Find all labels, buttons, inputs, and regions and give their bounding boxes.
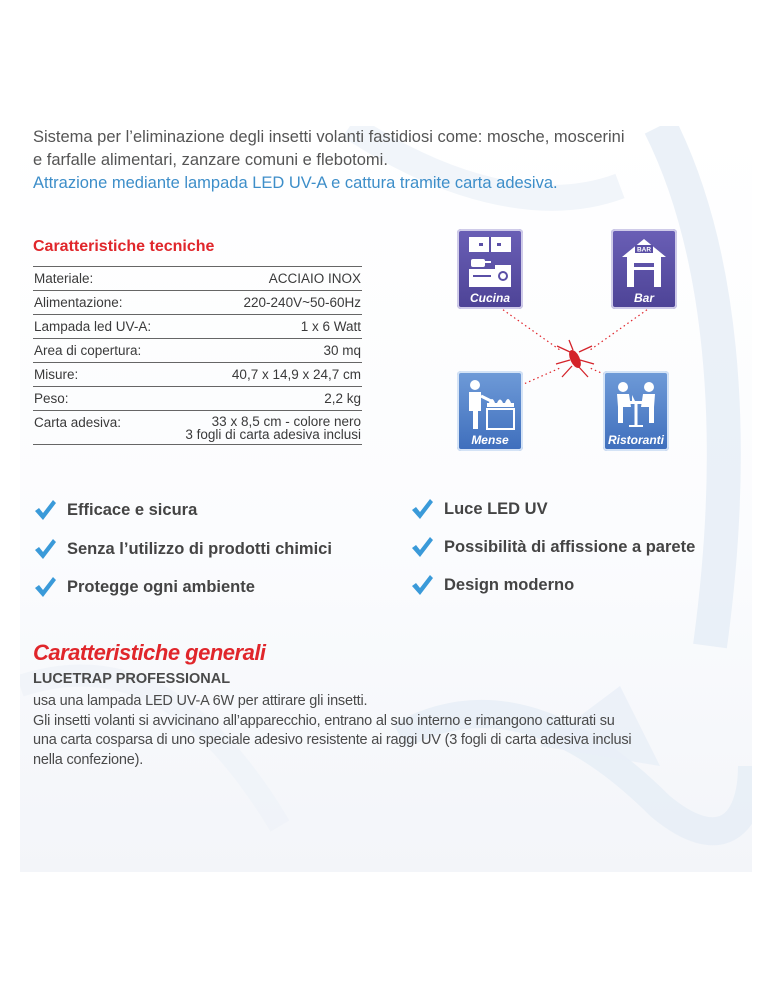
general-title: Caratteristiche generali: [33, 640, 266, 665]
checkmark-icon: [410, 535, 434, 559]
table-row: [33, 363, 362, 387]
general-line-2: Gli insetti volanti si avvicinano all’apparecchio, entrano al suo interno e rimangono catturati su: [33, 712, 615, 729]
spec-label: Misure:: [33, 363, 165, 387]
table-row: [33, 267, 362, 291]
feature-item: [410, 535, 695, 559]
cucina-label: Cucina: [469, 291, 510, 305]
restaurant-icon: [611, 377, 661, 431]
spec-label: Alimentazione:: [33, 291, 165, 315]
feature-label: Possibilità di affissione a parete: [444, 537, 696, 556]
feature-item: [33, 537, 332, 561]
table-row: [33, 315, 362, 339]
intro-line-2: e farfalle alimentari, zanzare comuni e flebotomi.: [33, 151, 388, 169]
feature-item: [33, 498, 197, 522]
spec-value: [165, 411, 362, 445]
table-row: [33, 291, 362, 315]
mense-icon-tile: [457, 371, 523, 451]
spec-label: Materiale:: [33, 267, 165, 291]
ristoranti-label: Ristoranti: [607, 433, 664, 447]
kitchen-icon: [465, 235, 515, 289]
specs-table: [33, 266, 362, 445]
checkmark-icon: [33, 575, 57, 599]
specs-title: Caratteristiche tecniche: [33, 238, 215, 255]
spec-value: 40,7 x 14,9 x 24,7 cm: [165, 363, 362, 387]
feature-label: Senza l’utilizzo di prodotti chimici: [67, 539, 332, 558]
spec-label: Carta adesiva:: [33, 411, 165, 445]
spec-label: Peso:: [33, 387, 165, 411]
spec-value: 2,2 kg: [165, 387, 362, 411]
ristoranti-icon-tile: [603, 371, 669, 451]
checkmark-icon: [33, 537, 57, 561]
feature-item: [33, 575, 255, 599]
spec-value: 1 x 6 Watt: [165, 315, 362, 339]
product-name: LUCETRAP PROFESSIONAL: [33, 671, 231, 687]
general-line-1: usa una lampada LED UV-A 6W per attirare gli insetti.: [33, 693, 368, 709]
feature-label: Design moderno: [444, 575, 575, 594]
table-row: [33, 339, 362, 363]
checkmark-icon: [410, 497, 434, 521]
feature-item: [410, 497, 548, 521]
intro-text: [33, 126, 733, 195]
bar-label: Bar: [633, 291, 654, 305]
general-line-4: nella confezione).: [33, 751, 144, 768]
spec-label: Lampada led UV-A:: [33, 315, 165, 339]
feature-item: [410, 573, 574, 597]
bar-building-icon: [619, 235, 669, 289]
spec-value-line-1: 33 x 8,5 cm - colore nero: [211, 414, 361, 429]
checkmark-icon: [410, 573, 434, 597]
general-description: [33, 692, 723, 770]
spec-value-line-2: 3 fogli di carta adesiva inclusi: [185, 427, 361, 442]
spec-value: 220-240V~50-60Hz: [165, 291, 362, 315]
mense-label: Mense: [471, 433, 509, 447]
spec-value: 30 mq: [165, 339, 362, 363]
feature-label: Protegge ogni ambiente: [67, 577, 255, 596]
mosquito-icon: [556, 340, 594, 377]
bar-icon-tile: [611, 229, 677, 309]
feature-label: Efficace e sicura: [67, 500, 198, 519]
intro-line-3: Attrazione mediante lampada LED UV-A e cattura tramite carta adesiva.: [33, 174, 558, 192]
spec-label: Area di copertura:: [33, 339, 165, 363]
bar-sign-text: BAR: [636, 246, 652, 254]
intro-line-1: Sistema per l’eliminazione degli insetti volanti fastidiosi come: mosche, moscerini: [33, 128, 625, 146]
cucina-icon-tile: [457, 229, 523, 309]
spec-value: ACCIAIO INOX: [165, 267, 362, 291]
table-row: [33, 411, 362, 445]
checkmark-icon: [33, 498, 57, 522]
table-row: [33, 387, 362, 411]
feature-label: Luce LED UV: [444, 499, 548, 518]
general-line-3: una carta cosparsa di uno speciale adesivo resistente ai raggi UV (3 fogli di carta adesiva inclusi: [33, 732, 632, 748]
canteen-icon: [465, 377, 515, 431]
